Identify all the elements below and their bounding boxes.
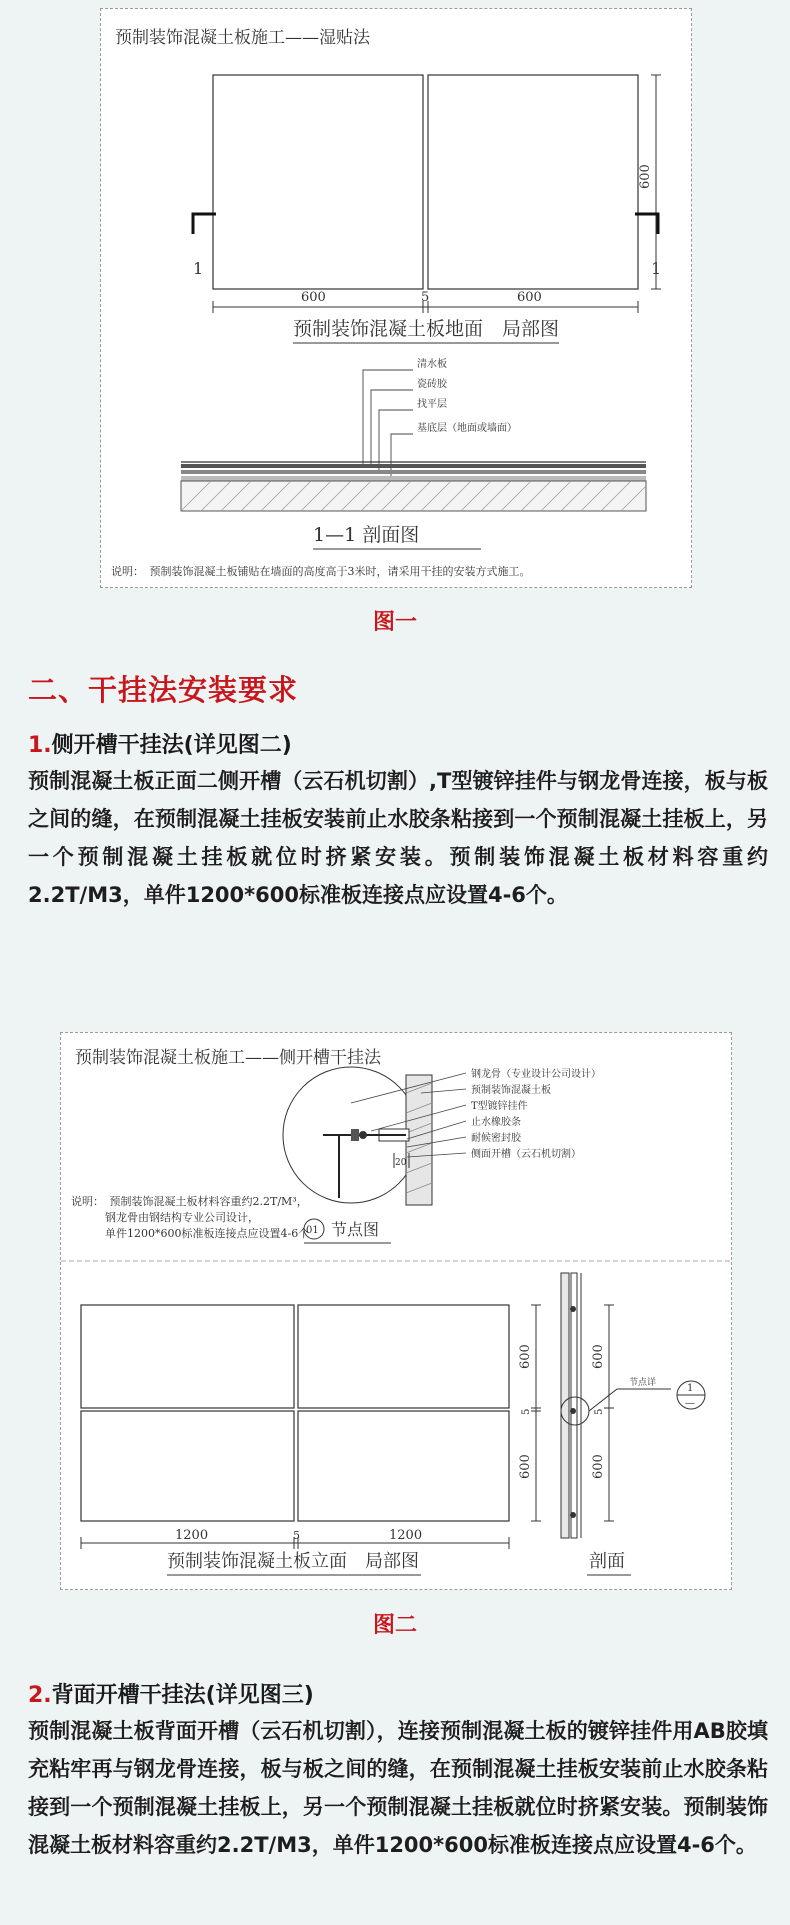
figure-1-svg [101, 9, 691, 587]
fig2-callout-6: 侧面开槽（云石机切割） [471, 1149, 581, 1160]
fig2-detail-dim: 20 [395, 1158, 407, 1168]
fig1-note: 说明： 预制装饰混凝土板铺贴在墙面的高度高于3米时，请采用干挂的安装方式施工。 [111, 565, 531, 578]
fig2-node-detail [323, 1075, 432, 1205]
fig1-dim-left: 600 [301, 290, 326, 305]
fig2-panel-bl [81, 1411, 294, 1521]
fig1-section-layers [181, 462, 646, 511]
fig1-layer-4: 基底层（地面或墙面） [417, 423, 517, 434]
fig2-panel-tr [298, 1305, 509, 1408]
fig1-title: 预制装饰混凝土板施工——湿贴法 [115, 28, 370, 48]
fig2-elev-label: 预制装饰混凝土板立面 局部图 [167, 1551, 419, 1572]
fig2-callout-3: T型镀锌挂件 [471, 1101, 528, 1112]
fig2-panel-tl [81, 1305, 294, 1408]
fig2-node-ref: 节点详 [629, 1378, 657, 1388]
fig2-callout-2: 预制装饰混凝土板 [471, 1085, 551, 1096]
fig2-node-label: 节点图 [331, 1220, 380, 1239]
fig2-node-ref-leader [589, 1389, 671, 1411]
item-1-title [28, 728, 292, 759]
fig1-dim-gap: 5 [421, 290, 430, 305]
item-2-number: 2. [28, 1683, 52, 1708]
fig2-panel-br [298, 1411, 509, 1521]
figure-2-caption: 图二 [372, 1613, 417, 1638]
fig2-node-num: 01 [306, 1225, 319, 1236]
fig1-leader-lines [363, 370, 413, 479]
fig2-note-1: 说明： 预制装饰混凝土板材料容重约2.2T/M³， [71, 1195, 308, 1208]
item-2-title-text: 背面开槽干挂法(详见图三) [51, 1683, 314, 1708]
item-1-number: 1. [28, 733, 52, 758]
fig2-node-ref-dash: — [685, 1398, 695, 1409]
item-1-body: 预制混凝土板正面二侧开槽（云石机切割）,T型镀锌挂件与钢龙骨连接，板与板之间的缝，在预制混凝土挂板安装前止水胶条粘接到一个预制混凝土挂板上，另一个预制混凝土挂板就位时挤紧安装。预制装饰混凝土板材料容重约2.2T/M3，单件1200*600标准板连接点应设置4-6个。 [28, 769, 768, 907]
fig2-dim-bottom: 600 [518, 1454, 533, 1479]
fig1-layer-3: 找平层 [417, 399, 447, 410]
fig2-dim-left: 1200 [175, 1528, 209, 1543]
figure-1-caption: 图一 [372, 610, 417, 635]
fig2-side-dim-gap: 5 [594, 1408, 605, 1415]
fig2-dim-right: 1200 [389, 1528, 423, 1543]
section-2-heading: 二、干挂法安装要求 [28, 673, 299, 707]
fig2-side-section [561, 1273, 589, 1538]
item-2-body: 预制混凝土板背面开槽（云石机切割），连接预制混凝土板的镀锌挂件用AB胶填充粘牢再与钢龙骨连接，板与板之间的缝，在预制混凝土挂板安装前止水胶条粘接到一个预制混凝土挂板上，另一个预制混凝土挂板就位时挤紧安装。预制装饰混凝土板材料容重约2.2T/M3，单件1200*600标准板连接点应设置4-6个。 [28, 1719, 768, 1857]
fig1-dim-height: 600 [638, 164, 653, 189]
fig2-callout-1: 钢龙骨（专业设计公司设计） [471, 1069, 601, 1080]
fig1-dim-right: 600 [517, 290, 542, 305]
fig2-dim-gap: 5 [521, 1408, 532, 1415]
item-1-title-text: 侧开槽干挂法(详见图二) [51, 733, 292, 758]
fig2-side-dim-top: 600 [591, 1344, 606, 1369]
fig2-dim-mid: 5 [293, 1529, 300, 1542]
fig1-panel-left [213, 75, 423, 289]
fig1-section-num-right: 1 [651, 259, 662, 278]
fig1-plan-label: 预制装饰混凝土板地面 局部图 [293, 318, 560, 340]
figure-1-drawing [100, 8, 692, 588]
fig2-callout-4: 止水橡胶条 [471, 1117, 521, 1128]
fig1-panel-right [428, 75, 638, 289]
fig2-note-3: 单件1200*600标准板连接点应设置4-6个 [105, 1227, 310, 1240]
fig2-side-dim-bottom: 600 [591, 1454, 606, 1479]
figure-2-svg [61, 1033, 731, 1589]
fig2-note-2: 钢龙骨由钢结构专业公司设计， [105, 1211, 259, 1224]
fig2-node-ref-num: 1 [687, 1383, 694, 1394]
fig1-layer-1: 清水板 [417, 359, 447, 370]
fig2-side-label: 剖面 [589, 1551, 625, 1572]
fig1-layer-2: 瓷砖胶 [417, 379, 447, 390]
item-2-title [28, 1678, 314, 1709]
fig2-dim-top: 600 [518, 1344, 533, 1369]
fig2-callout-5: 耐候密封胶 [471, 1133, 521, 1144]
fig1-section-label: 1—1 剖面图 [313, 524, 420, 546]
figure-2-drawing [60, 1032, 732, 1590]
fig1-section-num-left: 1 [193, 259, 204, 278]
fig2-title: 预制装饰混凝土板施工——侧开槽干挂法 [75, 1048, 381, 1068]
